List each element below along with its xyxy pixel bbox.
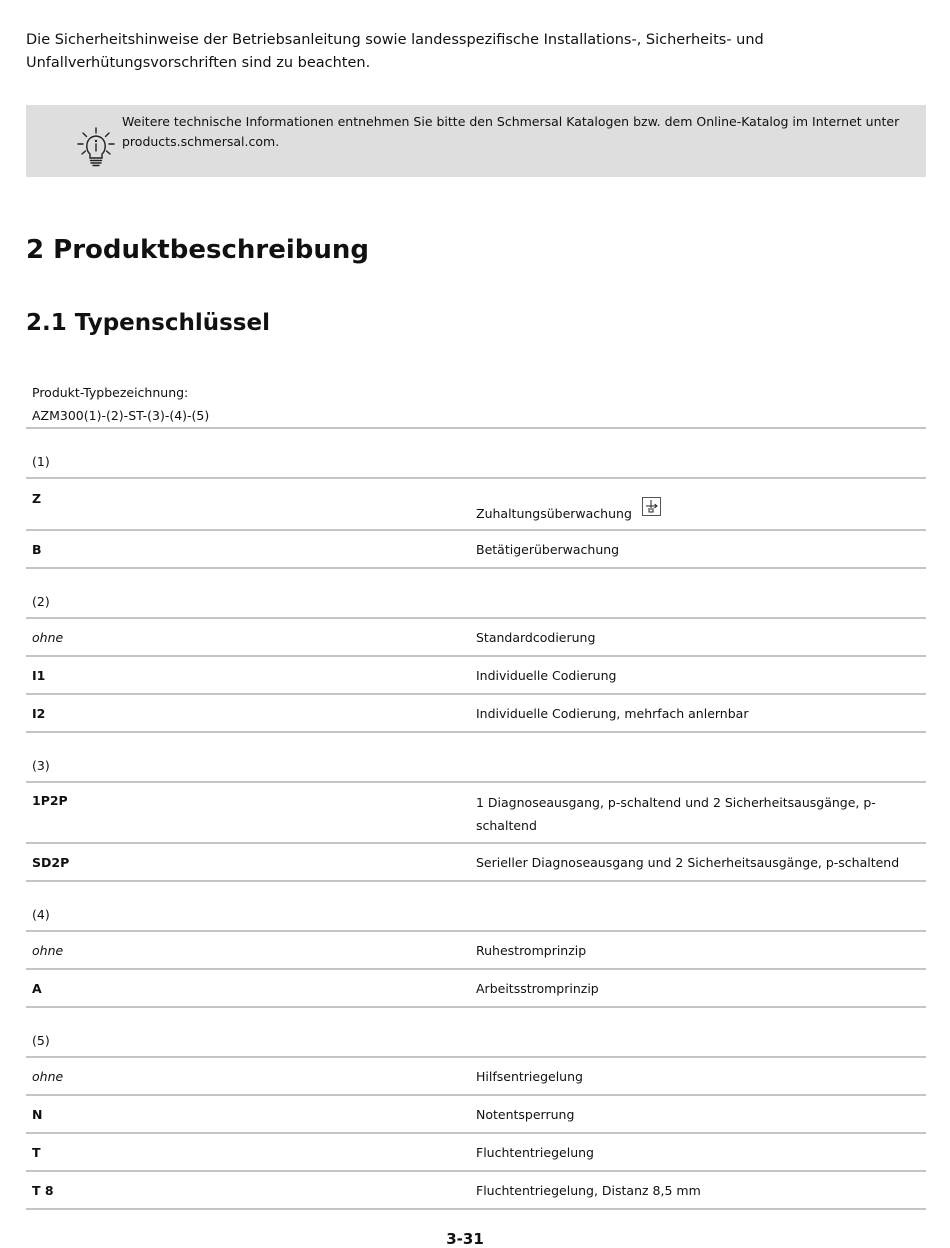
group-label: (1): [32, 454, 50, 469]
lock-monitoring-icon: [642, 497, 661, 516]
table-row: [26, 695, 926, 733]
code-cell: ohne: [32, 942, 64, 958]
subsection-heading: 2.1 Typenschlüssel: [26, 310, 270, 336]
group-label: (5): [32, 1033, 50, 1048]
code-cell: A: [32, 980, 42, 996]
code-cell: ohne: [32, 629, 64, 645]
intro-paragraph: [26, 29, 906, 75]
desc-cell: Serieller Diagnoseausgang und 2 Sicherheitsausgänge, p-schaltend: [476, 854, 900, 870]
group-label-row: [26, 733, 926, 783]
type-designation-label: Produkt-Typbezeichnung:: [32, 385, 189, 400]
desc-cell: Fluchtentriegelung: [476, 1144, 594, 1160]
group-label-row: [26, 882, 926, 932]
code-cell: 1P2P: [32, 793, 68, 808]
code-cell: Z: [32, 491, 42, 506]
table-row: [26, 531, 926, 569]
note-text: [122, 112, 912, 152]
code-cell: N: [32, 1106, 43, 1122]
code-cell: ohne: [32, 1068, 64, 1084]
desc-cell: Standardcodierung: [476, 629, 596, 645]
desc-line-2: schaltend: [476, 818, 537, 833]
section-heading: 2 Produktbeschreibung: [26, 235, 369, 265]
desc-cell: [476, 479, 926, 529]
desc-cell: Fluchtentriegelung, Distanz 8,5 mm: [476, 1182, 701, 1198]
desc-cell: Betätigerüberwachung: [476, 541, 620, 557]
code-cell: I2: [32, 705, 46, 721]
table-row: [26, 1058, 926, 1096]
table-row: [26, 619, 926, 657]
page-number: 3-31: [446, 1230, 484, 1248]
type-designation-code: AZM300(1)-(2)-ST-(3)-(4)-(5): [32, 408, 210, 423]
table-row: [26, 970, 926, 1008]
note-line-1: Weitere technische Informationen entnehmen Sie bitte den Schmersal Katalogen bzw. dem Online-Katalog im Internet unter: [122, 114, 900, 129]
desc-cell: [476, 783, 926, 842]
desc-cell: Notentsperrung: [476, 1106, 575, 1122]
table-row: [26, 479, 926, 531]
lightbulb-icon: [77, 127, 115, 167]
desc-cell: Individuelle Codierung, mehrfach anlernbar: [476, 705, 749, 721]
desc-cell: Hilfsentriegelung: [476, 1068, 583, 1084]
table-row: [26, 783, 926, 844]
group-label-row: [26, 569, 926, 619]
desc-cell: Individuelle Codierung: [476, 667, 617, 683]
code-cell: SD2P: [32, 854, 70, 870]
table-header-row: [26, 372, 926, 429]
table-row: [26, 1096, 926, 1134]
note-line-2: products.schmersal.com.: [122, 134, 280, 149]
intro-line-2: Unfallverhütungsvorschriften sind zu beachten.: [26, 55, 371, 71]
table-row: [26, 1172, 926, 1210]
code-cell: B: [32, 541, 42, 557]
table-row: [26, 657, 926, 695]
desc-line-1: 1 Diagnoseausgang, p-schaltend und 2 Sicherheitsausgänge, p-: [476, 795, 876, 810]
group-label: (3): [32, 758, 50, 773]
code-cell: T 8: [32, 1182, 54, 1198]
info-note: [26, 105, 926, 177]
type-key-table: [26, 372, 926, 1210]
desc-text: Zuhaltungsüberwachung: [476, 506, 632, 521]
table-row: [26, 932, 926, 970]
desc-cell: Ruhestromprinzip: [476, 942, 587, 958]
header-cell: [26, 372, 476, 427]
desc-cell: Arbeitsstromprinzip: [476, 980, 599, 996]
group-label: (4): [32, 907, 50, 922]
code-cell: T: [32, 1144, 41, 1160]
table-row: [26, 844, 926, 882]
intro-line-1: Die Sicherheitshinweise der Betriebsanleitung sowie landesspezifische Installations-, Sicherheits- und: [26, 32, 764, 48]
code-cell: I1: [32, 667, 46, 683]
group-label-row: [26, 429, 926, 479]
group-label: (2): [32, 594, 50, 609]
table-row: [26, 1134, 926, 1172]
group-label-row: [26, 1008, 926, 1058]
